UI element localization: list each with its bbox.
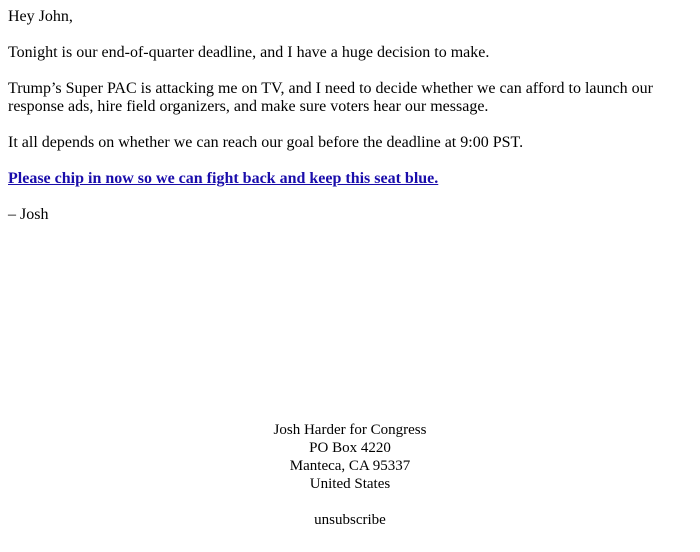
body-paragraph-goal: It all depends on whether we can reach our goal before the deadline at 9:00 PST. <box>8 134 524 151</box>
email-footer <box>0 421 700 529</box>
unsubscribe-link[interactable]: unsubscribe <box>314 512 386 528</box>
email-body <box>8 8 678 242</box>
body-paragraph-deadline: Tonight is our end-of-quarter deadline, and I have a huge decision to make. <box>8 44 490 61</box>
footer-country: United States <box>309 476 391 492</box>
signoff: – Josh <box>8 206 49 223</box>
body-paragraph-super-pac: Trump’s Super PAC is attacking me on TV, and I need to decide whether we can afford to launch our response ads, hire field organizers, and make sure voters hear our message. <box>8 80 653 115</box>
footer-org-name: Josh Harder for Congress <box>273 422 427 438</box>
cta-paragraph <box>8 170 678 188</box>
greeting: Hey John, <box>8 8 73 25</box>
footer-address-line2: Manteca, CA 95337 <box>289 458 411 474</box>
donate-link[interactable]: Please chip in now so we can fight back and keep this seat blue. <box>8 170 439 187</box>
footer-address-line1: PO Box 4220 <box>309 440 391 456</box>
